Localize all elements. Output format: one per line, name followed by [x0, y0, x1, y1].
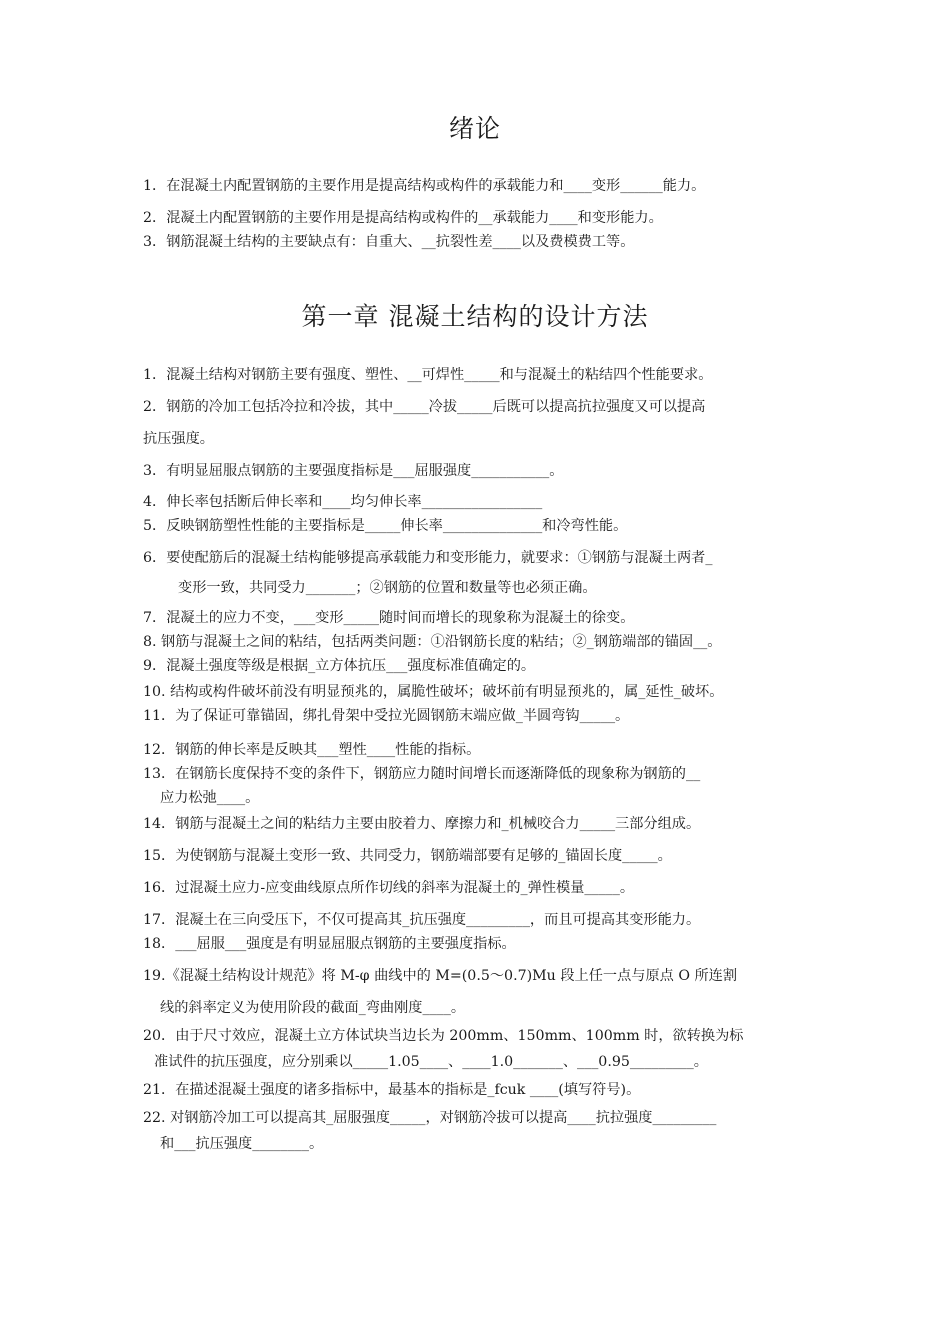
question-13: 13．在钢筋长度保持不变的条件下，钢筋应力随时间增长而逐渐降低的现象称为钢筋的__ — [143, 766, 701, 782]
question-21: 21．在描述混凝土强度的诸多指标中，最基本的指标是_fcuk ____(填写符号)。 — [143, 1082, 641, 1098]
question-20: 20．由于尺寸效应，混凝土立方体试块当边长为 200mm、150mm、100mm 时，欲转换为标 — [143, 1028, 744, 1044]
question-7: 7．混凝土的应力不变，___变形_____随时间而增长的现象称为混凝土的徐变。 — [143, 610, 635, 626]
question-19: 19.《混凝土结构设计规范》将 M-φ 曲线中的 M=(0.5～0.7)Mu 段上任一点与原点 O 所连割 — [143, 968, 738, 984]
question-20-cont: 准试件的抗压强度，应分别乘以_____1.05____、____1.0_______、___0.95_________。 — [154, 1054, 708, 1070]
question-2: 2．钢筋的冷加工包括冷拉和冷拔，其中_____冷拔_____后既可以提高抗拉强度又可以提高 — [143, 399, 706, 415]
question-5: 5．反映钢筋塑性性能的主要指标是_____伸长率______________和冷弯性能。 — [143, 518, 628, 534]
question-18: 18．___屈服___强度是有明显屈服点钢筋的主要强度指标。 — [143, 936, 516, 952]
question-6-cont: 变形一致，共同受力_______；②钢筋的位置和数量等也必须正确。 — [178, 580, 597, 596]
question-10: 10. 结构或构件破坏前没有明显预兆的，属脆性破坏；破坏前有明显预兆的，属_延性_破坏。 — [143, 684, 724, 700]
question-11: 11．为了保证可靠锚固，绑扎骨架中受拉光圆钢筋末端应做_半圆弯钩_____。 — [143, 708, 630, 724]
question-4: 4．伸长率包括断后伸长率和____均匀伸长率_________________ — [143, 494, 543, 510]
question-6: 6．要使配筋后的混凝土结构能够提高承载能力和变形能力，就要求：①钢筋与混凝土两者_ — [143, 550, 713, 566]
question-16: 16．过混凝土应力-应变曲线原点所作切线的斜率为混凝土的_弹性模量_____。 — [143, 880, 635, 896]
intro-item-3: 3．钢筋混凝土结构的主要缺点有：自重大、__抗裂性差____以及费模费工等。 — [143, 234, 635, 250]
question-13-cont: 应力松弛____。 — [160, 790, 260, 806]
question-22: 22. 对钢筋冷加工可以提高其_屈服强度_____，对钢筋冷拔可以提高____抗拉强度_________ — [143, 1110, 717, 1126]
question-14: 14．钢筋与混凝土之间的粘结力主要由胶着力、摩擦力和_机械咬合力_____三部分组成。 — [143, 816, 701, 832]
question-22-cont: 和___抗压强度________。 — [160, 1136, 324, 1152]
question-1: 1．混凝土结构对钢筋主要有强度、塑性、__可焊性_____和与混凝土的粘结四个性能要求。 — [143, 367, 713, 383]
question-17: 17．混凝土在三向受压下，不仅可提高其_抗压强度_________，而且可提高其变形能力。 — [143, 912, 701, 928]
question-3: 3．有明显屈服点钢筋的主要强度指标是___屈服强度___________。 — [143, 463, 564, 479]
question-9: 9．混凝土强度等级是根据_立方体抗压___强度标准值确定的。 — [143, 658, 536, 674]
question-12: 12．钢筋的伸长率是反映其___塑性____性能的指标。 — [143, 742, 481, 758]
intro-item-1: 1．在混凝土内配置钢筋的主要作用是提高结构或构件的承载能力和____变形______能力。 — [143, 178, 706, 194]
question-19-cont: 线的斜率定义为使用阶段的截面_弯曲刚度____。 — [160, 1000, 466, 1016]
intro-heading: 绪论 — [448, 114, 501, 143]
question-8: 8. 钢筋与混凝土之间的粘结，包括两类问题：①沿钢筋长度的粘结；②_钢筋端部的锚固__。 — [143, 634, 722, 650]
question-2-cont: 抗压强度。 — [143, 431, 214, 447]
question-15: 15．为使钢筋与混凝土变形一致、共同受力，钢筋端部要有足够的_锚固长度_____。 — [143, 848, 672, 864]
intro-item-2: 2．混凝土内配置钢筋的主要作用是提高结构或构件的__承载能力____和变形能力。 — [143, 210, 663, 226]
chapter1-heading: 第一章 混凝土结构的设计方法 — [301, 302, 649, 331]
